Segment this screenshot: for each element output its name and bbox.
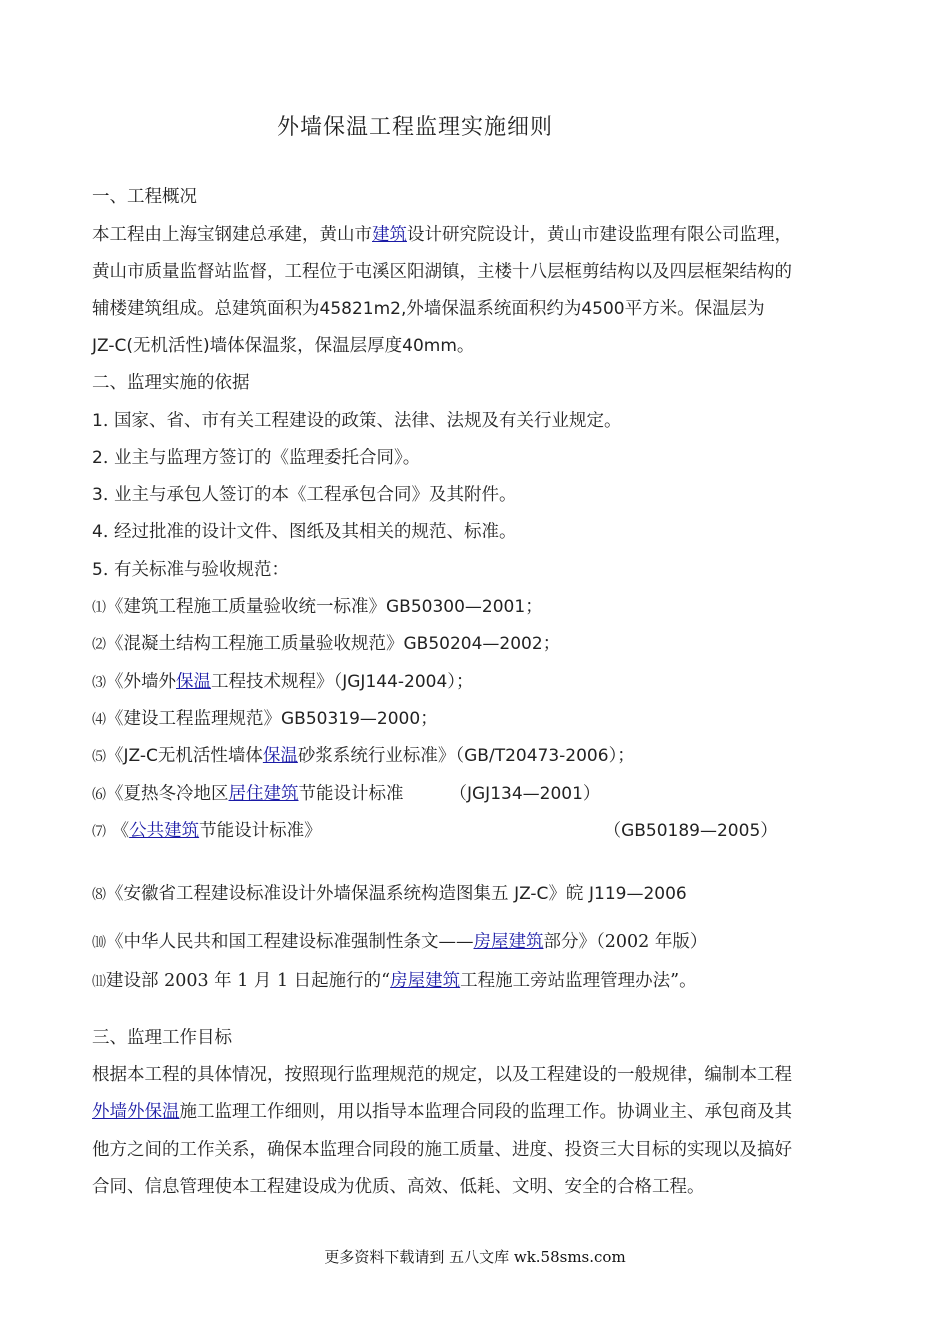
list-item: 3. 业主与承包人签订的本《工程承包合同》及其附件。 [92,485,517,505]
list-item: 5. 有关标准与验收规范： [92,560,289,580]
link-jianzhu[interactable]: 建筑 [372,225,407,245]
link-gonggong-jianzhu[interactable]: 公共建筑 [129,821,200,841]
standard-item: ⑶《外墙外保温工程技术规程》（JGJ144-2004）； [92,672,474,692]
document-title: 外墙保温工程监理实施细则 [276,115,553,140]
section-heading-goals: 三、监理工作目标 [92,1028,232,1048]
overview-line-1: 本工程由上海宝钢建总承建，黄山市建筑设计研究院设计，黄山市建设监理有限公司监理， [92,225,792,245]
standard-item: ⑷《建设工程监理规范》GB50319—2000； [92,709,438,729]
goals-line-4: 合同、信息管理使本工程建设成为优质、高效、低耗、文明、安全的合格工程。 [92,1177,705,1197]
standard-item: ⑹《夏热冬冷地区居住建筑节能设计标准 （JGJ134—2001） [92,784,601,804]
link-baowen[interactable]: 保温 [262,746,298,766]
link-waiqiang-wai-baowen[interactable]: 外墙外保温 [92,1102,180,1122]
standard-item: ⑾建设部 2003 年 1 月 1 日起施行的“房屋建筑工程施工旁站监理管理办法”。 [92,971,697,991]
standard-item: ⑽《中华人民共和国工程建设标准强制性条文——房屋建筑部分》（2002 年版） [92,932,708,952]
overview-line-2: 黄山市质量监督站监督，工程位于屯溪区阳湖镇，主楼十八层框剪结构以及四层框架结构的 [92,262,792,282]
standard-item: ⑵《混凝土结构工程施工质量验收规范》GB50204—2002； [92,634,561,654]
goals-line-3: 他方之间的工作关系，确保本监理合同段的施工质量、进度、投资三大目标的实现以及搞好 [92,1140,792,1160]
goals-line-2: 外墙外保温施工监理工作细则，用以指导本监理合同段的监理工作。协调业主、承包商及其 [92,1102,792,1122]
link-fangwu-jianzhu[interactable]: 房屋建筑 [473,932,544,952]
overview-line-3: 辅楼建筑组成。总建筑面积为45821m2,外墙保温系统面积约为4500平方米。保温层为 [92,299,765,319]
link-fangwu-jianzhu[interactable]: 房屋建筑 [390,971,461,991]
list-item: 1. 国家、省、市有关工程建设的政策、法律、法规及有关行业规定。 [92,411,622,431]
section-heading-basis: 二、监理实施的依据 [92,373,250,393]
list-item: 2. 业主与监理方签订的《监理委托合同》。 [92,448,421,468]
standard-item: ⑸《JZ-C无机活性墙体保温砂浆系统行业标准》（GB/T20473-2006）； [92,746,635,766]
standard-item: ⑴《建筑工程施工质量验收统一标准》GB50300—2001； [92,597,543,617]
standard-item: ⑺ 《公共建筑节能设计标准》 （GB50189—2005） [92,821,778,841]
overview-line-4: JZ-C(无机活性)墙体保温浆，保温层厚度40mm。 [92,336,475,356]
section-heading-overview: 一、工程概况 [92,187,197,207]
link-juzhu-jianzhu[interactable]: 居住建筑 [228,784,299,804]
standard-item: ⑻《安徽省工程建设标准设计外墙保温系统构造图集五 JZ-C》皖 J119—2006 [92,884,687,904]
list-item: 4. 经过批准的设计文件、图纸及其相关的规范、标准。 [92,522,517,542]
goals-line-1: 根据本工程的具体情况，按照现行监理规范的规定，以及工程建设的一般规律，编制本工程 [92,1065,792,1085]
page-footer: 更多资料下载请到 五八文库 wk.58sms.com [324,1248,626,1266]
link-baowen[interactable]: 保温 [176,672,211,692]
